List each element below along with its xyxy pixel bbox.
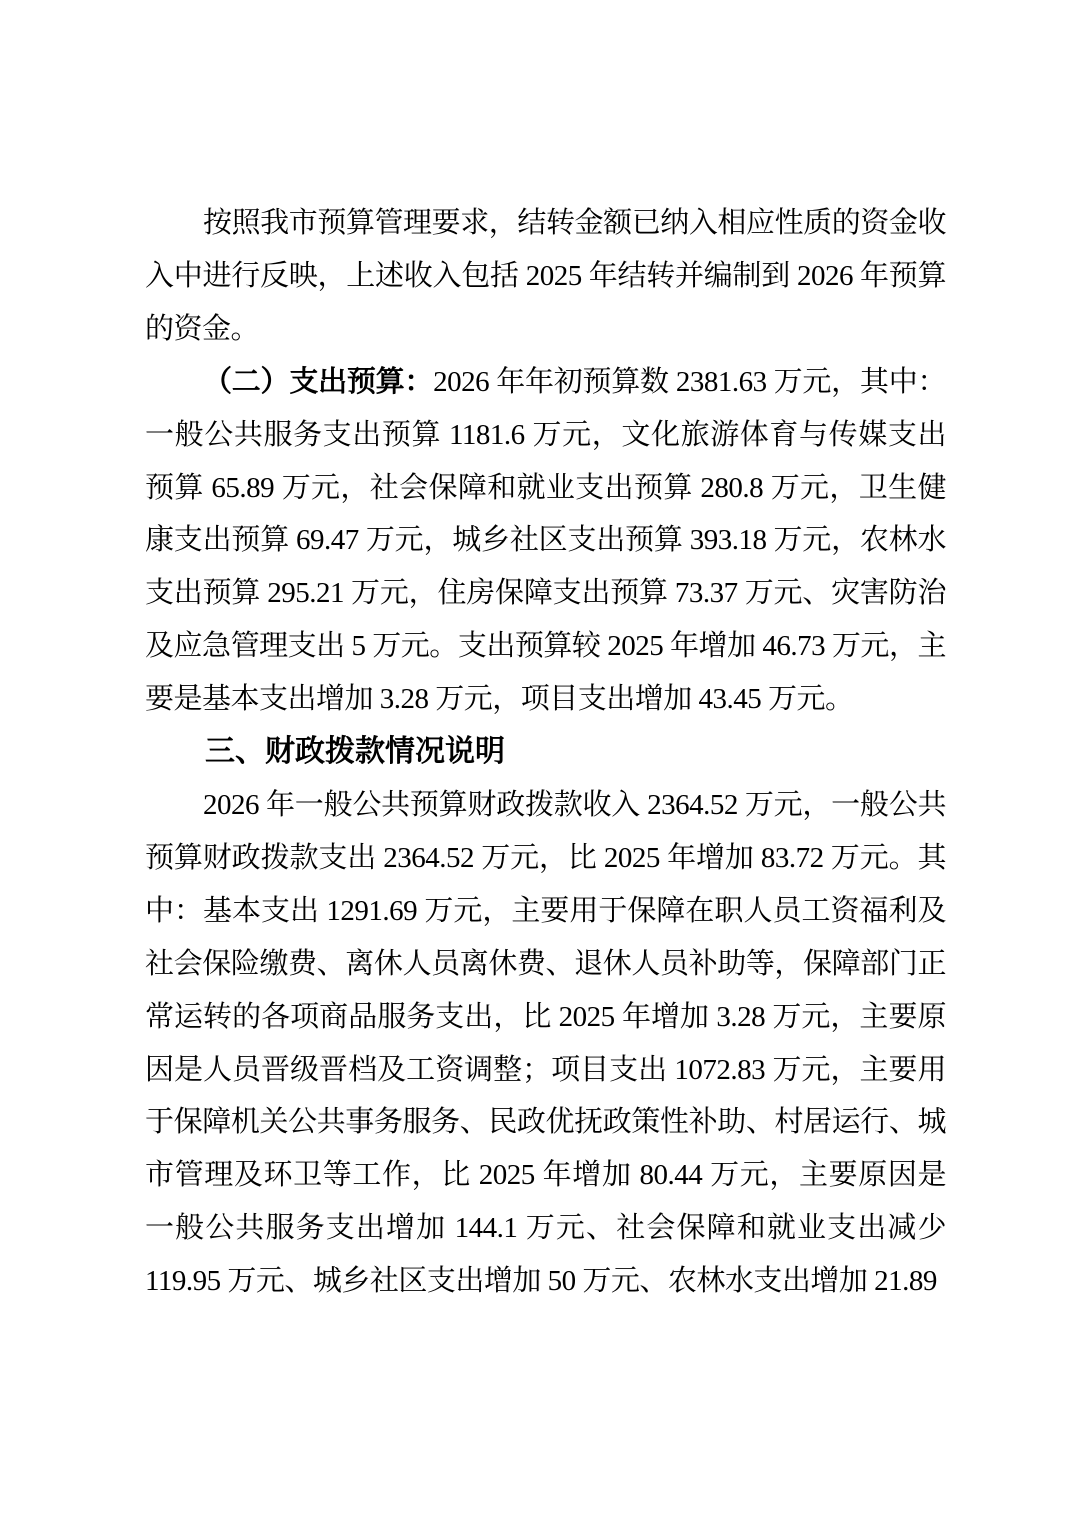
paragraph-text: 2026 年年初预算数 2381.63 万元，其中：一般公共服务支出预算 1181.6 万元，文化旅游体育与传媒支出预算 65.89 万元，社会保障和就业支出预算 280.8 万元，卫生健康支出预算 69.47 万元，城乡社区支出预算 393.18 万元，农林水支出预算 295.21 万元，住房保障支出预算 73.37 万元、灾害防治及应急管理支出 5 万元。支出预算较 2025 年增加 46.73 万元，主要是基本支出增加 3.28 万元，项目支出增加 43.45 万元。 — [145, 365, 946, 716]
paragraph-text: 按照我市预算管理要求，结转金额已纳入相应性质的资金收入中进行反映，上述收入包括 2025 年结转并编制到 2026 年预算的资金。 — [145, 207, 946, 345]
document-content — [145, 197, 946, 1308]
section-heading-fiscal-appropriation: 三、财政拨款情况说明 — [205, 735, 505, 769]
paragraph-text: 2026 年一般公共预算财政拨款收入 2364.52 万元，一般公共预算财政拨款支出 2364.52 万元，比 2025 年增加 83.72 万元。其中：基本支出 1291.69 万元，主要用于保障在职人员工资福利及社会保险缴费、离休人员离休费、退休人员补助等，保障部门正常运转的各项商品服务支出，比 2025 年增加 3.28 万元，主要原因是人员晋级晋档及工资调整；项目支出 1072.83 万元，主要用于保障机关公共事务服务、民政优抚政策性补助、村居运行、城市管理及环卫等工作，比 2025 年增加 80.44 万元，主要原因是一般公共服务支出增加 144.1 万元、社会保障和就业支出减少 119.95 万元、城乡社区支出增加 50 万元、农林水支出增加 21.89 — [145, 788, 946, 1298]
paragraph-fiscal-appropriation-detail — [145, 779, 946, 1308]
paragraph-carryover-note — [145, 197, 946, 356]
paragraph-expenditure-budget — [145, 356, 946, 726]
paragraph-bold-lead: （二）支出预算： — [203, 365, 434, 398]
